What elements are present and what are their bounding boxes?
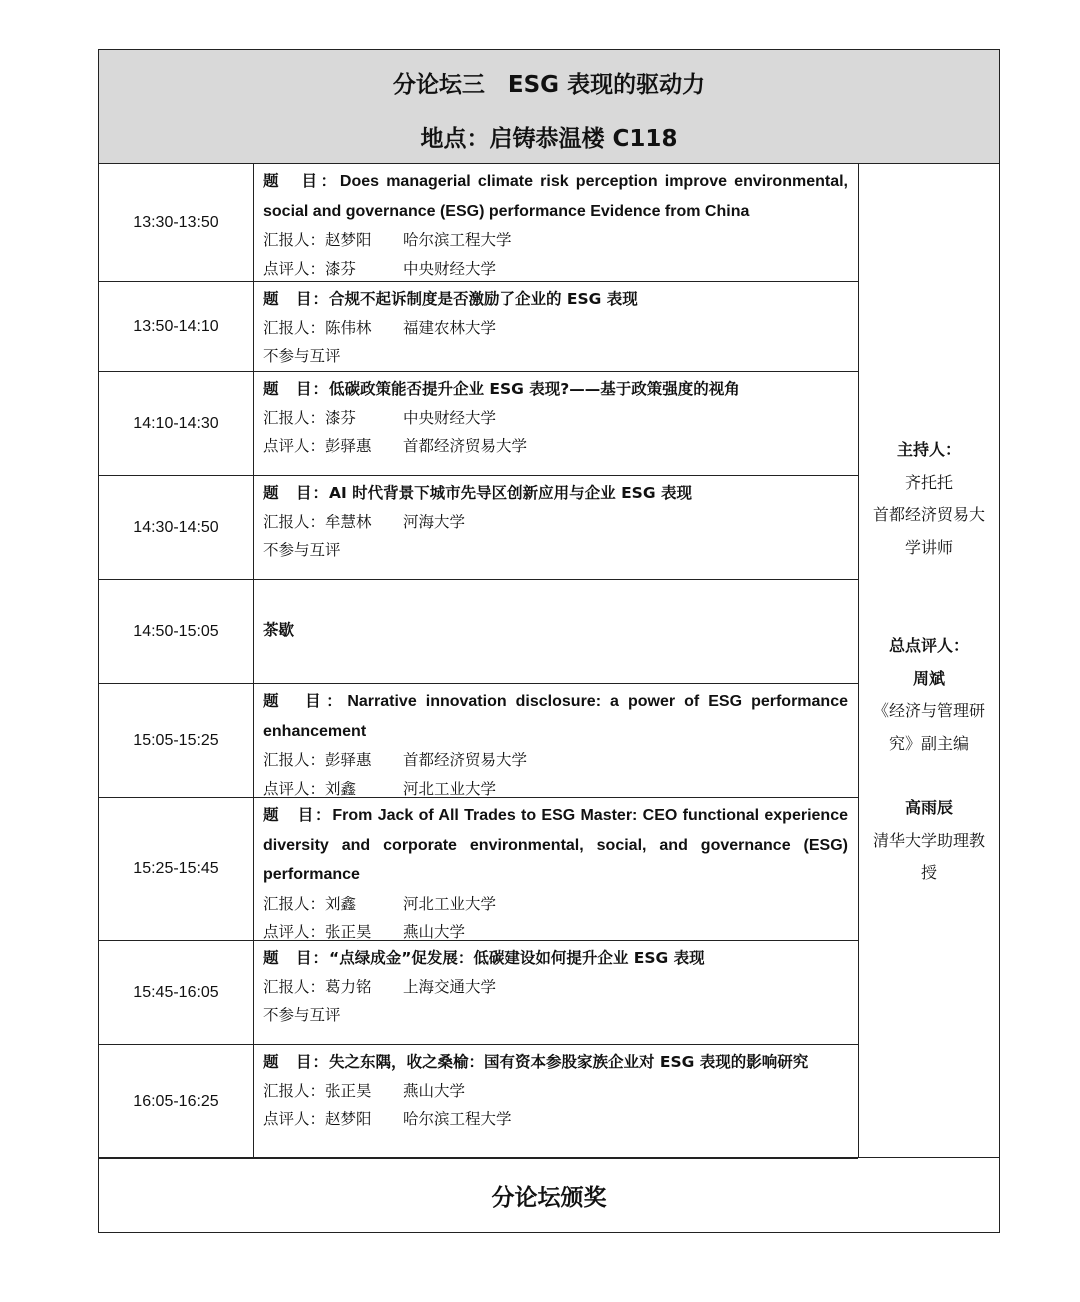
presenter-line-name: 张正昊 bbox=[325, 1081, 372, 1100]
reviewer-line-label: 点评人： bbox=[263, 779, 326, 798]
presenter-line-name: 刘鑫 bbox=[325, 894, 357, 913]
reviewer-line-label: 点评人： bbox=[263, 437, 326, 455]
session-time: 13:50-14:10 bbox=[99, 282, 254, 371]
reviewer-line-name: 刘鑫 bbox=[325, 779, 357, 798]
presenter-line-label: 汇报人： bbox=[263, 318, 326, 337]
host-label: 主持人： bbox=[896, 440, 961, 459]
session-time: 14:10-14:30 bbox=[99, 372, 254, 475]
presenter-line-label: 汇报人： bbox=[263, 512, 326, 531]
session-title bbox=[263, 801, 848, 890]
presenter-line-org: 首都经济贸易大学 bbox=[403, 751, 528, 769]
reviewer-line-name: 漆芬 bbox=[325, 259, 357, 278]
host-name: 齐托托 bbox=[904, 472, 953, 492]
table-header bbox=[99, 50, 999, 164]
session-title bbox=[263, 944, 848, 973]
session-title bbox=[263, 1048, 848, 1077]
session-title-text: “点绿成金”促发展：低碳建设如何提升企业 ESG 表现 bbox=[329, 949, 705, 967]
reviewer-line-org: 首都经济贸易大学 bbox=[403, 437, 528, 455]
presenter-line bbox=[263, 508, 848, 537]
topic-label: 题 目： bbox=[263, 484, 330, 502]
session-time: 13:30-13:50 bbox=[99, 164, 254, 281]
presenter-line bbox=[263, 746, 848, 775]
topic-label: 题 目： bbox=[263, 949, 330, 967]
presenter-line-org: 河北工业大学 bbox=[403, 894, 497, 913]
reviewer-line bbox=[263, 432, 848, 461]
session-time: 15:05-15:25 bbox=[99, 684, 254, 797]
session-time: 14:30-14:50 bbox=[99, 476, 254, 579]
topic-label: 题 目： bbox=[263, 290, 330, 308]
session-time: 15:25-15:45 bbox=[99, 798, 254, 940]
session-title-text: 合规不起诉制度是否激励了企业的 ESG 表现 bbox=[329, 290, 638, 308]
presenter-line-label: 汇报人： bbox=[263, 408, 326, 427]
reviewer-line-label: 点评人： bbox=[263, 259, 326, 278]
presenter-line-org: 中央财经大学 bbox=[403, 408, 497, 427]
topic-label: 题 目： bbox=[263, 692, 348, 710]
reviewer-line-name: 彭驿惠 bbox=[325, 437, 372, 455]
reviewer-line bbox=[263, 255, 848, 284]
session-title-text: Narrative innovation disclosure: a power of ESG performance enhancement bbox=[263, 693, 848, 740]
presenter-line-org: 上海交通大学 bbox=[403, 977, 497, 996]
session-content bbox=[263, 479, 848, 565]
presenter-line-name: 彭驿惠 bbox=[325, 751, 372, 769]
chief-reviewer-label: 总点评人： bbox=[888, 636, 969, 655]
presenter-line bbox=[263, 226, 848, 255]
presenter-line bbox=[263, 404, 848, 433]
session-content bbox=[263, 944, 848, 1030]
session-content bbox=[263, 285, 848, 371]
presenter-line-org: 福建农林大学 bbox=[403, 318, 497, 337]
session-content bbox=[263, 1048, 848, 1134]
forum-location: 地点：启铸恭温楼 C118 bbox=[420, 126, 678, 152]
reviewer-line-org: 河北工业大学 bbox=[403, 779, 497, 798]
reviewer-line-name: 张正昊 bbox=[325, 923, 372, 941]
session-title-text: Does managerial climate risk perception improve environmental, social and governance (ESG) performance Evidence from China bbox=[263, 173, 848, 220]
session-title bbox=[263, 687, 848, 746]
chief-reviewer-2-name: 高雨辰 bbox=[904, 798, 953, 817]
session-title-text: 失之东隅，收之桑榆：国有资本参股家族企业对 ESG 表现的影响研究 bbox=[329, 1053, 809, 1071]
presenter-line-org: 河海大学 bbox=[403, 512, 466, 531]
presenter-line-name: 葛力铭 bbox=[325, 977, 372, 996]
chief-reviewer-2-title: 清华大学助理教授 bbox=[872, 830, 985, 882]
host-column bbox=[858, 164, 999, 1157]
session-row bbox=[99, 798, 858, 941]
reviewer-line-label: 点评人： bbox=[263, 923, 326, 941]
reviewer-line-label: 点评人： bbox=[263, 1110, 326, 1128]
session-title-text: 低碳政策能否提升企业 ESG 表现?——基于政策强度的视角 bbox=[329, 380, 740, 398]
session-row bbox=[99, 580, 858, 684]
session-title bbox=[263, 167, 848, 226]
session-time: 15:45-16:05 bbox=[99, 941, 254, 1044]
session-time: 14:50-15:05 bbox=[99, 580, 254, 683]
chief-reviewer-1-name: 周斌 bbox=[912, 668, 945, 688]
reviewer-line bbox=[263, 1105, 848, 1134]
break-label: 茶歇 bbox=[263, 621, 295, 639]
session-content bbox=[263, 616, 848, 645]
reviewer-line-org: 哈尔滨工程大学 bbox=[403, 1110, 512, 1128]
presenter-line-org: 哈尔滨工程大学 bbox=[403, 231, 512, 249]
presenter-line-name: 牟慧林 bbox=[325, 512, 372, 531]
presenter-line-name: 漆芬 bbox=[325, 408, 357, 427]
session-row bbox=[99, 372, 858, 476]
reviewer-line-name: 赵梦阳 bbox=[325, 1110, 372, 1128]
session-row bbox=[99, 1045, 858, 1159]
session-title-text: From Jack of All Trades to ESG Master: CEO functional experience diversity and corporate environmental, social, and governance (ESG) performance bbox=[263, 807, 848, 883]
session-row bbox=[99, 282, 858, 372]
topic-label: 题 目： bbox=[263, 380, 330, 398]
session-title-text: AI 时代背景下城市先导区创新应用与企业 ESG 表现 bbox=[329, 484, 692, 502]
session-title bbox=[263, 285, 848, 314]
session-row bbox=[99, 941, 858, 1045]
session-title bbox=[263, 479, 848, 508]
presenter-line-name: 陈伟林 bbox=[325, 318, 372, 337]
presenter-line-name: 赵梦阳 bbox=[325, 231, 372, 249]
presenter-line bbox=[263, 314, 848, 343]
presenter-line bbox=[263, 1077, 848, 1106]
reviewer-line-org: 燕山大学 bbox=[403, 923, 466, 941]
presenter-line-label: 汇报人： bbox=[263, 977, 326, 996]
session-content bbox=[263, 167, 848, 283]
no-review-note: 不参与互评 bbox=[263, 1006, 341, 1024]
topic-label: 题 目： bbox=[263, 172, 340, 190]
presenter-line-label: 汇报人： bbox=[263, 231, 326, 249]
session-title bbox=[263, 375, 848, 404]
presenter-line-label: 汇报人： bbox=[263, 894, 326, 913]
presenter-line-org: 燕山大学 bbox=[403, 1081, 466, 1100]
no-review-note: 不参与互评 bbox=[263, 541, 341, 559]
session-row bbox=[99, 684, 858, 798]
topic-label: 题 目： bbox=[263, 1053, 330, 1071]
session-time: 16:05-16:25 bbox=[99, 1045, 254, 1158]
session-content bbox=[263, 687, 848, 803]
session-row bbox=[99, 164, 858, 282]
session-content bbox=[263, 801, 848, 947]
schedule-table bbox=[98, 49, 1000, 1233]
award-footer: 分论坛颁奖 bbox=[99, 1157, 999, 1232]
reviewer-line-org: 中央财经大学 bbox=[403, 259, 497, 278]
forum-title: 分论坛三 ESG 表现的驱动力 bbox=[392, 72, 706, 98]
no-review-note: 不参与互评 bbox=[263, 347, 341, 365]
presenter-line-label: 汇报人： bbox=[263, 1081, 326, 1100]
presenter-line bbox=[263, 973, 848, 1002]
session-row bbox=[99, 476, 858, 580]
chief-reviewer-1-title: 《经济与管理研究》副主编 bbox=[872, 701, 985, 753]
topic-label: 题 目： bbox=[263, 806, 333, 824]
session-content bbox=[263, 375, 848, 461]
presenter-line bbox=[263, 890, 848, 919]
host-title: 首都经济贸易大学讲师 bbox=[872, 505, 985, 557]
presenter-line-label: 汇报人： bbox=[263, 751, 326, 769]
